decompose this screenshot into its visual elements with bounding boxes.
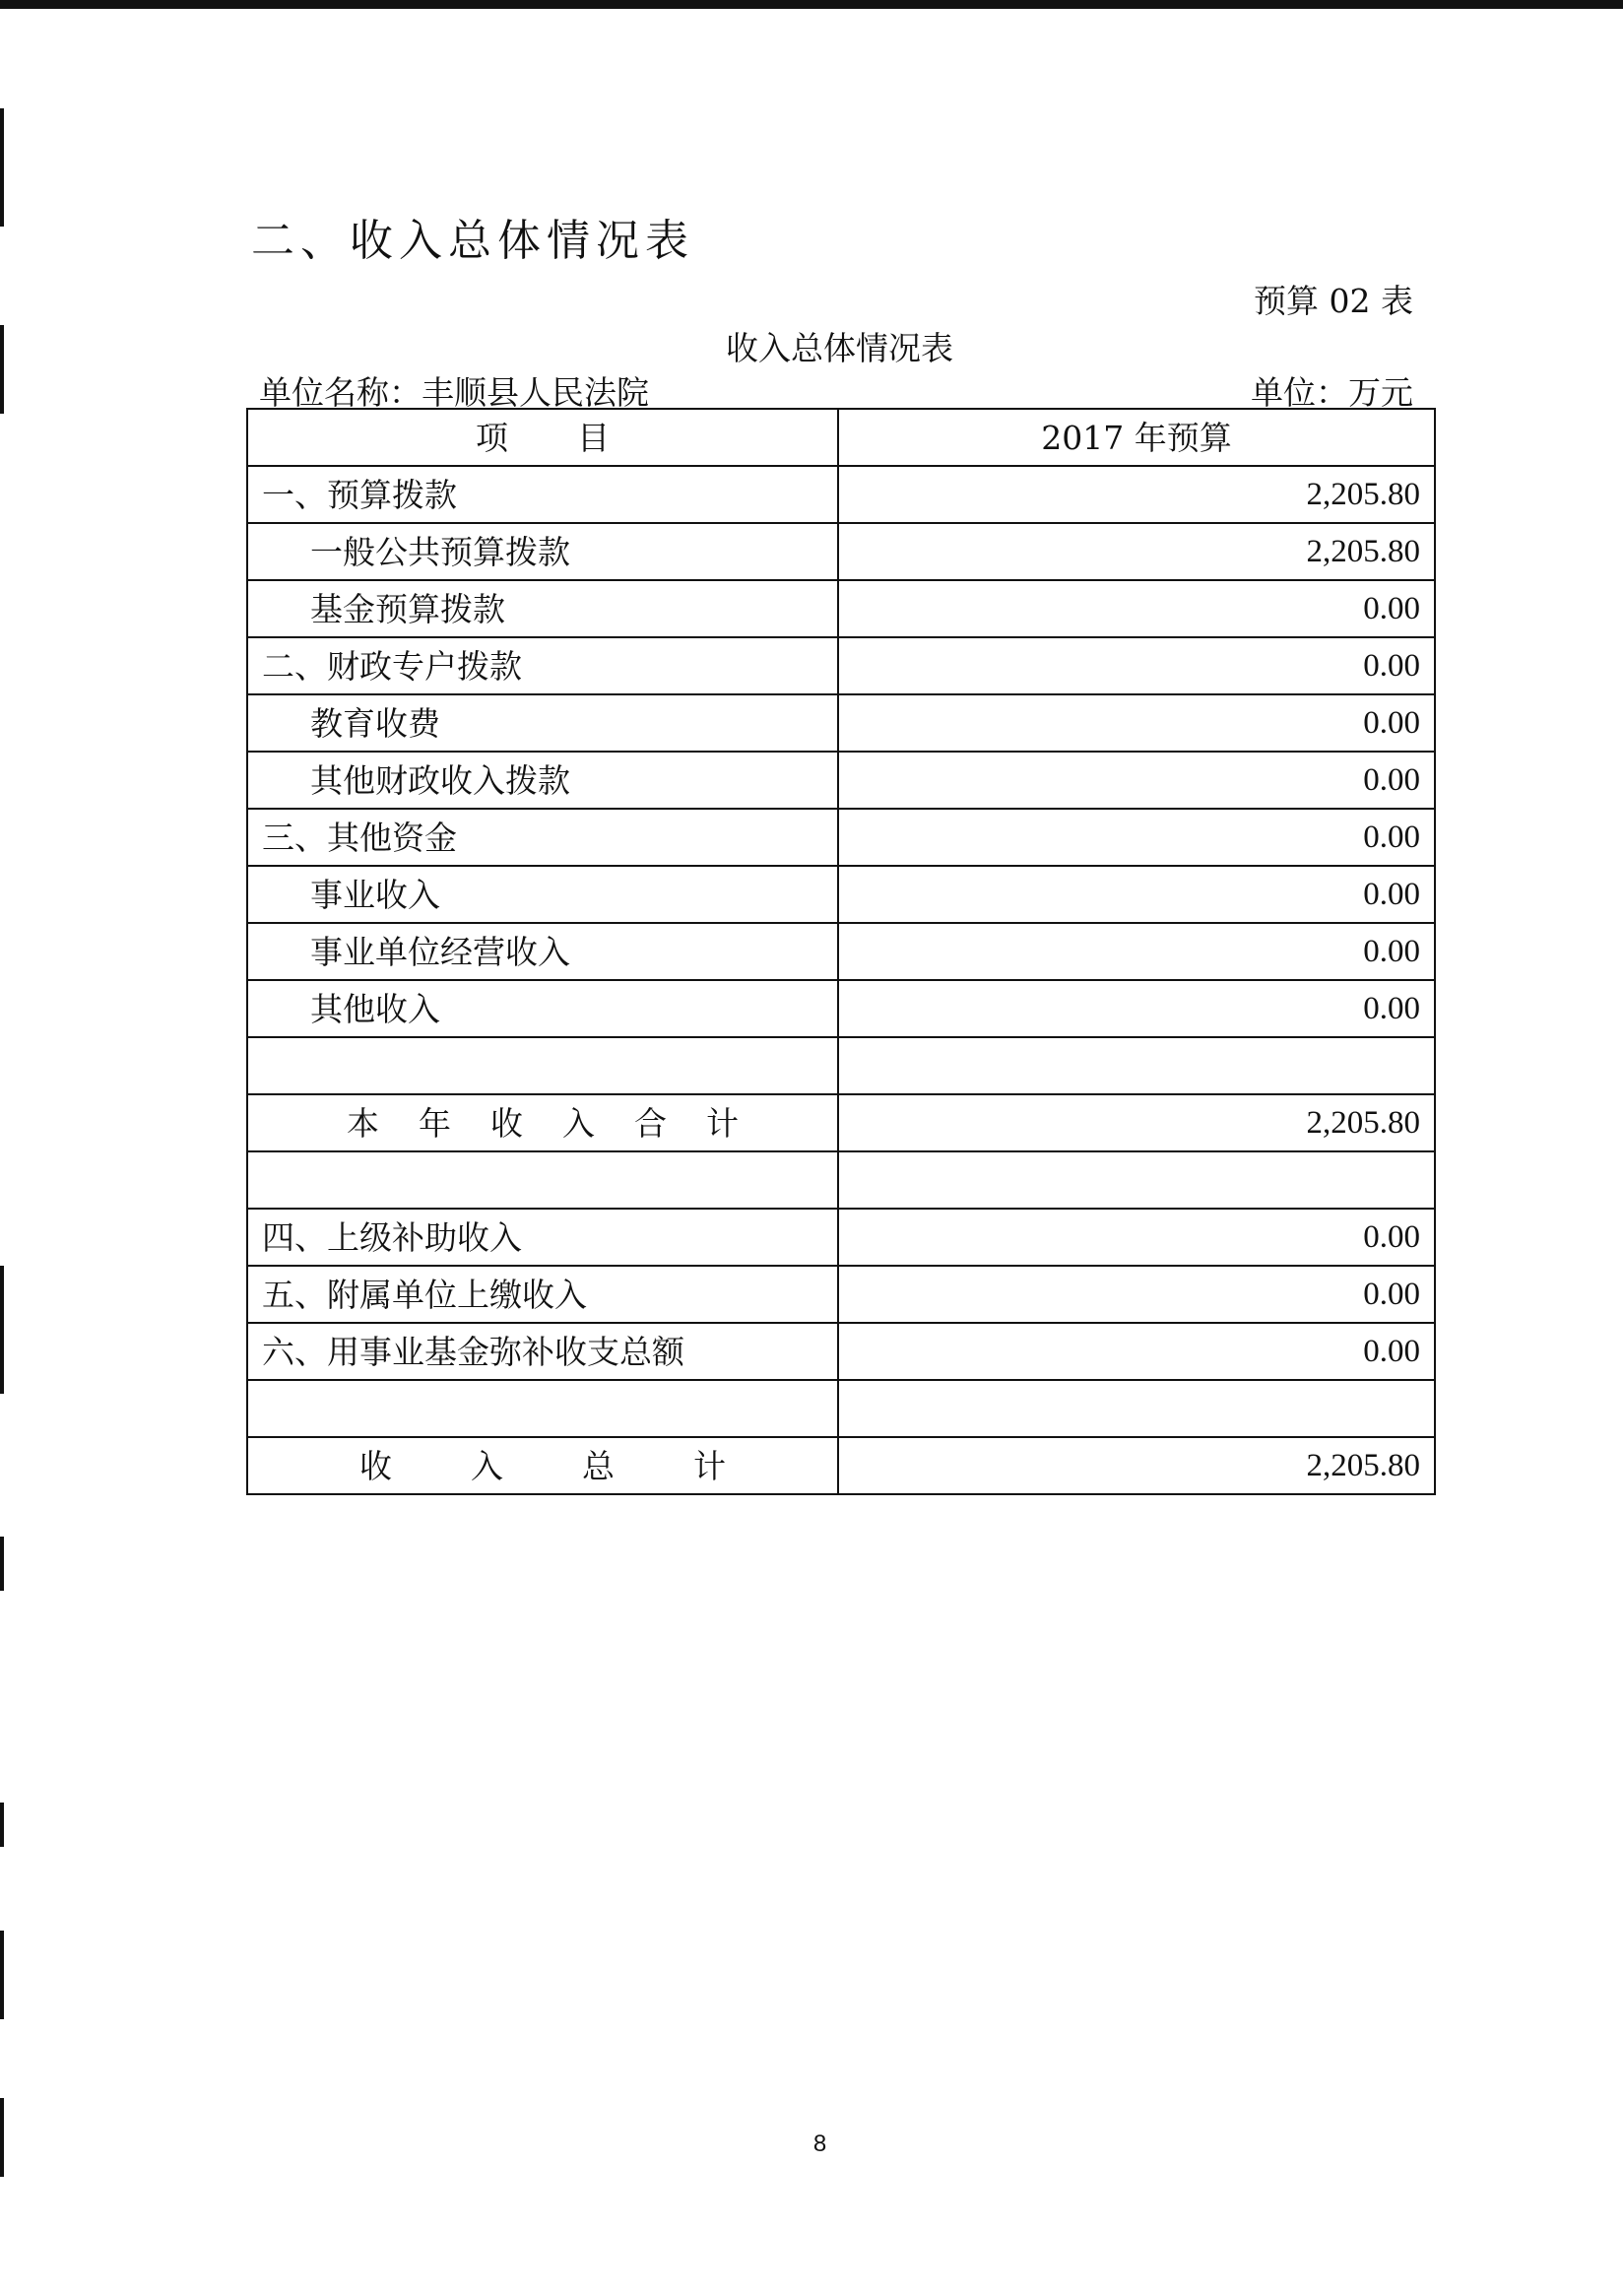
header-item-part2: 目 [577, 418, 610, 457]
row-value: 0.00 [838, 1209, 1435, 1266]
row-value: 0.00 [838, 980, 1435, 1037]
row-label: 其他收入 [247, 980, 838, 1037]
row-label [247, 1151, 838, 1209]
header-budget: 2017 年预算 [838, 409, 1435, 466]
total-label-char: 入 [471, 1446, 503, 1485]
table-row [247, 923, 1435, 980]
table-row [247, 1209, 1435, 1266]
row-value: 0.00 [838, 637, 1435, 694]
scan-edge-mark [0, 1803, 4, 1847]
table-row [247, 637, 1435, 694]
total-label-char: 收 [359, 1446, 392, 1485]
table-row [247, 694, 1435, 752]
scan-edge-mark [0, 1537, 4, 1591]
row-value: 0.00 [838, 752, 1435, 809]
header-item-part1: 项 [476, 418, 508, 457]
row-label: 一、预算拨款 [247, 466, 838, 523]
row-value: 2,205.80 [838, 523, 1435, 580]
row-label: 基金预算拨款 [247, 580, 838, 637]
total-label-char: 入 [562, 1103, 595, 1143]
table-row [247, 523, 1435, 580]
table-row [247, 1266, 1435, 1323]
row-value [838, 1037, 1435, 1094]
row-label: 五、附属单位上缴收入 [247, 1266, 838, 1323]
row-label [247, 1037, 838, 1094]
form-code: 预算 02 表 [1254, 282, 1413, 320]
page-top-border [0, 0, 1623, 9]
table-header-row [247, 409, 1435, 466]
total-label-char: 计 [693, 1446, 726, 1485]
total-label-char: 计 [706, 1103, 739, 1143]
table-row-grand-total [247, 1437, 1435, 1494]
unit-label: 单位：万元 [1251, 373, 1413, 412]
unit-name: 单位名称：丰顺县人民法院 [259, 373, 649, 412]
total-label-char: 年 [419, 1103, 451, 1143]
row-label: 一般公共预算拨款 [247, 523, 838, 580]
table-row-subtotal [247, 1094, 1435, 1151]
table-row [247, 1323, 1435, 1380]
row-value: 0.00 [838, 1266, 1435, 1323]
table-row-blank [247, 1380, 1435, 1437]
table-row [247, 809, 1435, 866]
total-label-char: 合 [634, 1103, 667, 1143]
scan-edge-mark [0, 1931, 4, 2019]
total-label-char: 总 [582, 1446, 615, 1485]
annual-income-total-label [247, 1094, 838, 1151]
annual-income-total-value: 2,205.80 [838, 1094, 1435, 1151]
section-title: 二、收入总体情况表 [251, 216, 694, 266]
row-label: 六、用事业基金弥补收支总额 [247, 1323, 838, 1380]
row-value: 2,205.80 [838, 466, 1435, 523]
table-row [247, 466, 1435, 523]
table-row-blank [247, 1037, 1435, 1094]
row-value: 0.00 [838, 866, 1435, 923]
table-row-blank [247, 1151, 1435, 1209]
row-label: 其他财政收入拨款 [247, 752, 838, 809]
page-number: 8 [812, 2131, 827, 2157]
row-label: 事业单位经营收入 [247, 923, 838, 980]
income-summary-table [246, 408, 1436, 1495]
total-label-char: 本 [347, 1103, 379, 1143]
row-label: 事业收入 [247, 866, 838, 923]
row-value: 0.00 [838, 1323, 1435, 1380]
row-label: 教育收费 [247, 694, 838, 752]
row-value: 0.00 [838, 580, 1435, 637]
income-grand-total-value: 2,205.80 [838, 1437, 1435, 1494]
row-value: 0.00 [838, 923, 1435, 980]
row-label: 二、财政专户拨款 [247, 637, 838, 694]
table-row [247, 580, 1435, 637]
table-title: 收入总体情况表 [726, 329, 953, 367]
row-label: 三、其他资金 [247, 809, 838, 866]
income-grand-total-label [247, 1437, 838, 1494]
scan-edge-mark [0, 108, 4, 227]
row-value: 0.00 [838, 694, 1435, 752]
total-label-char: 收 [490, 1103, 523, 1143]
table-row [247, 980, 1435, 1037]
table-row [247, 752, 1435, 809]
table-row [247, 866, 1435, 923]
header-item [247, 409, 838, 466]
row-value [838, 1151, 1435, 1209]
row-value: 0.00 [838, 809, 1435, 866]
row-label [247, 1380, 838, 1437]
row-value [838, 1380, 1435, 1437]
scan-edge-mark [0, 1266, 4, 1394]
row-label: 四、上级补助收入 [247, 1209, 838, 1266]
